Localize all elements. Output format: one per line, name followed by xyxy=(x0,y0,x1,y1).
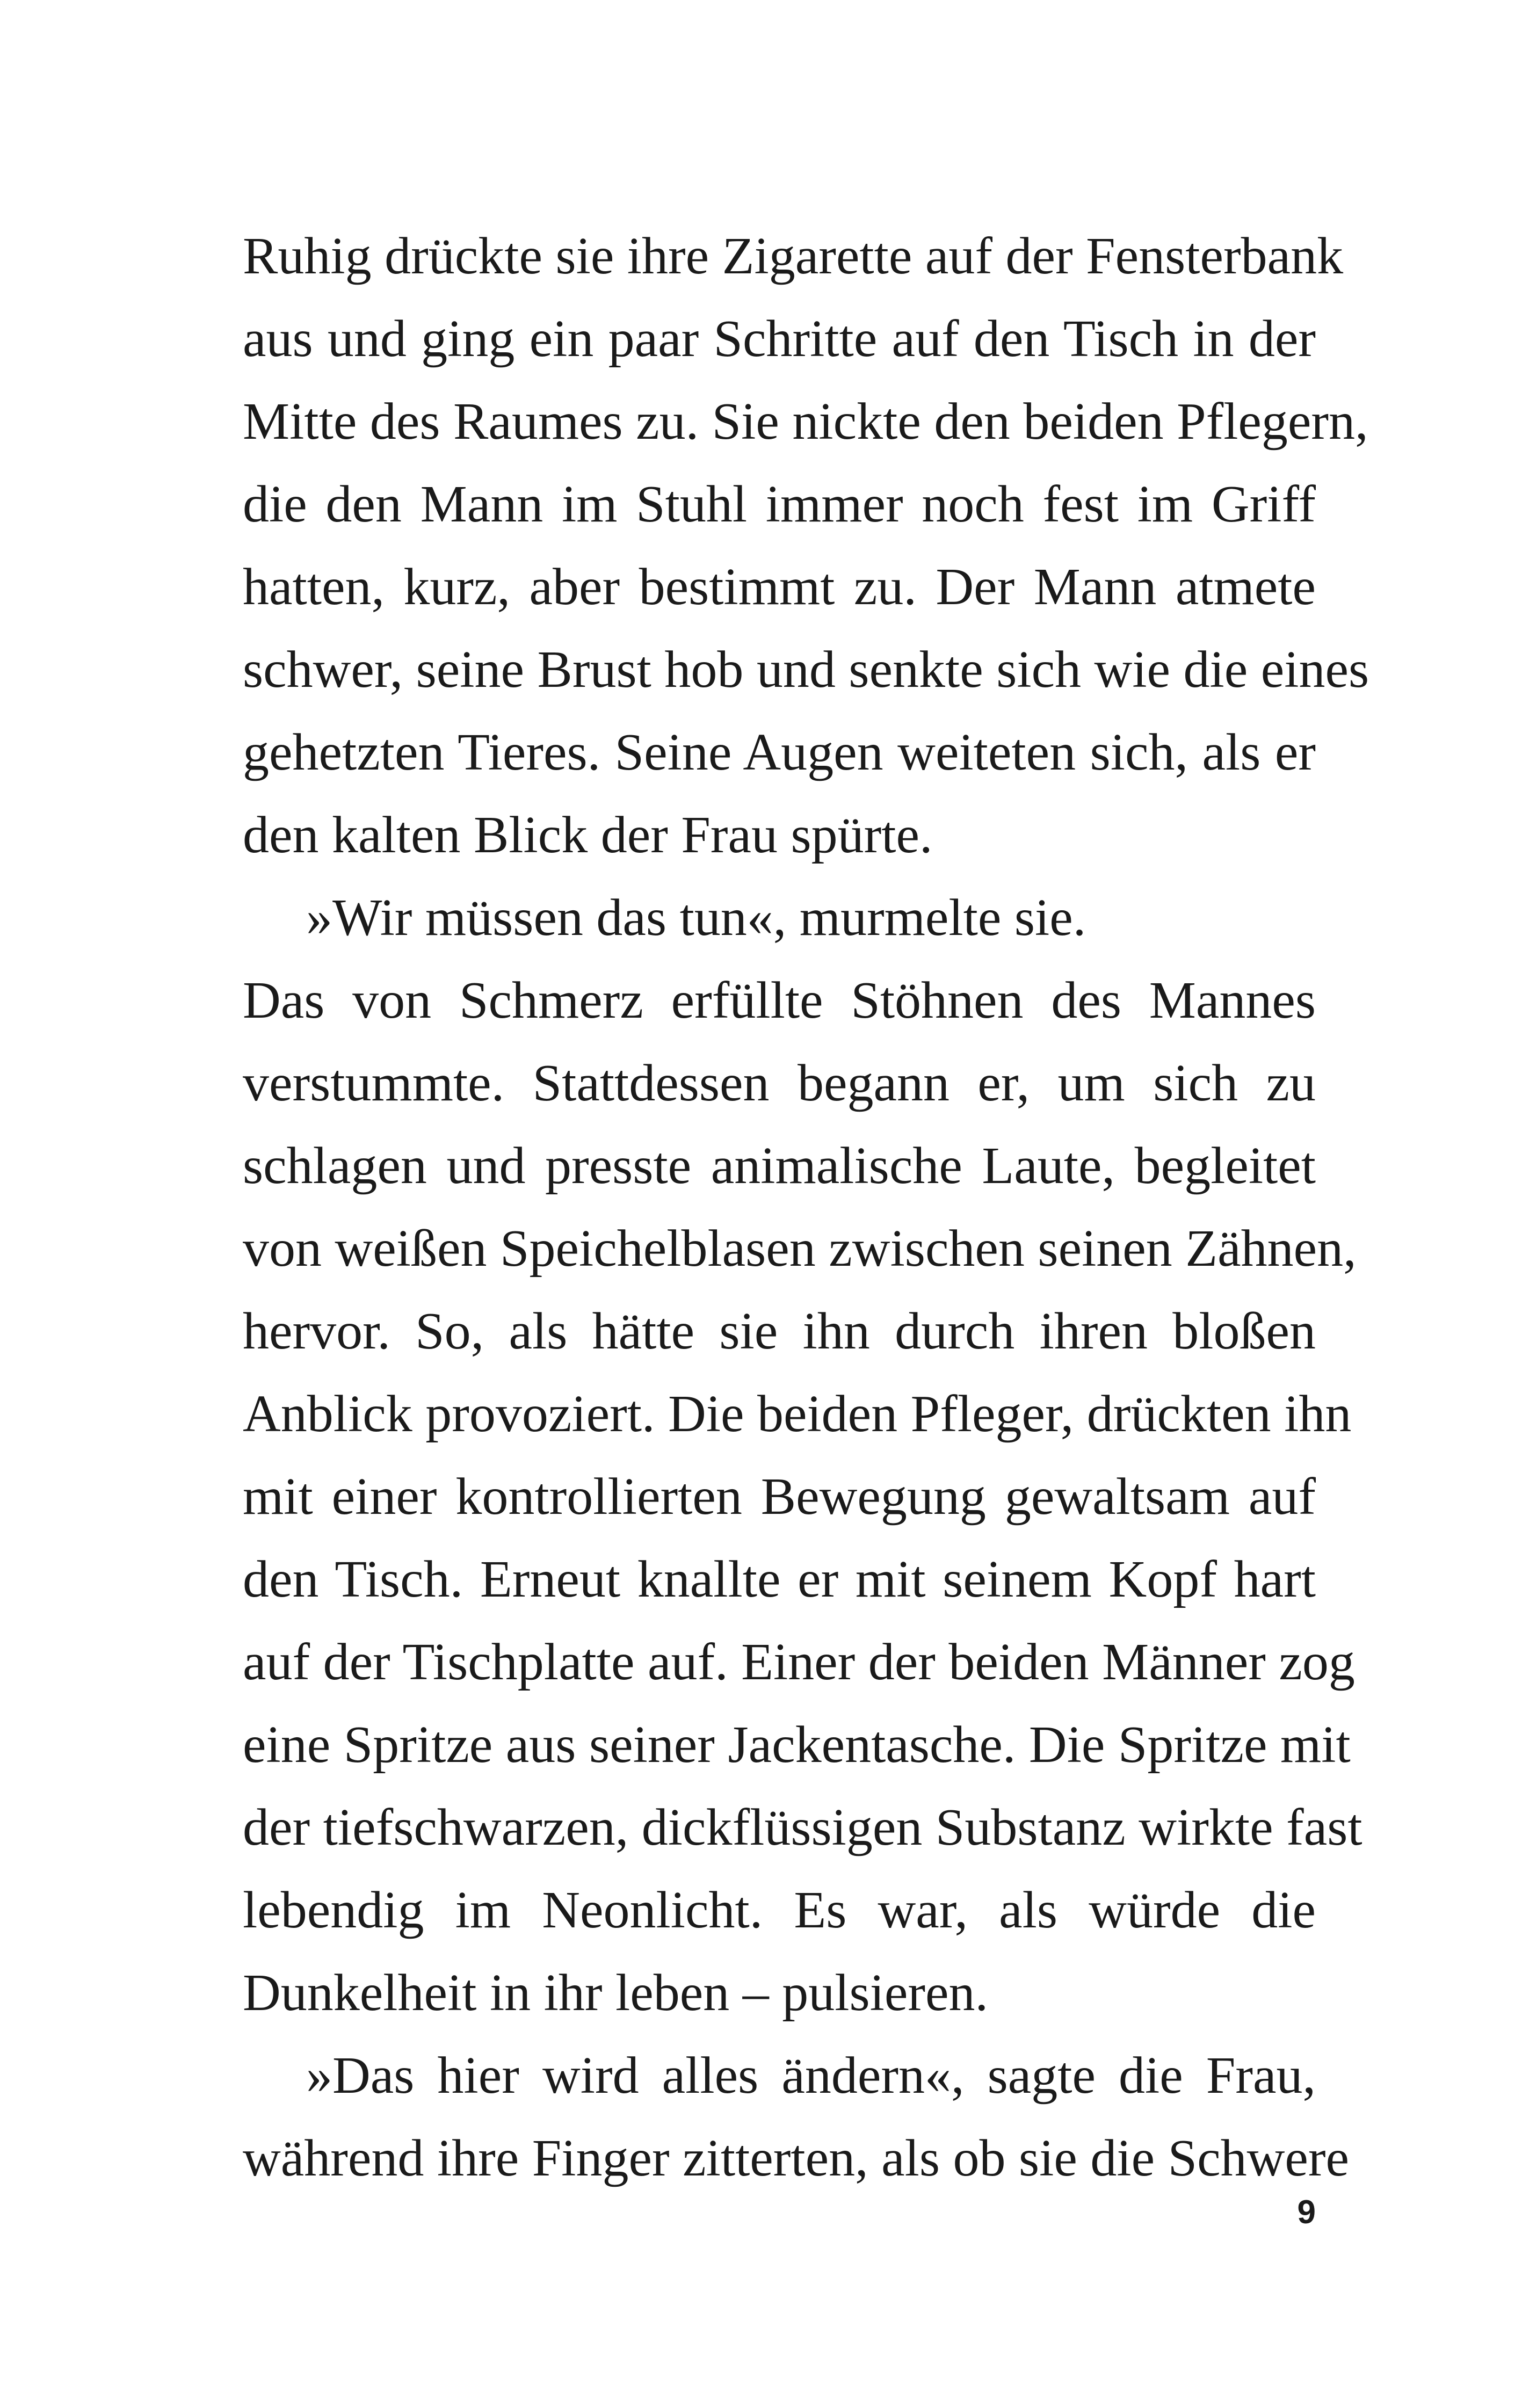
text-line: den Tisch. Erneut knallte er mit seinem Kopf hart xyxy=(243,1550,1316,1608)
text-line: verstummte. Stattdessen begann er, um sich zu xyxy=(243,1054,1316,1112)
text-line: gehetzten Tieres. Seine Augen weiteten sich, als er xyxy=(243,723,1316,781)
text-line: eine Spritze aus seiner Jackentasche. Die Spritze mit xyxy=(243,1716,1351,1774)
text-line: der tiefschwarzen, dickflüssigen Substanz wirkte fast xyxy=(243,1798,1362,1856)
text-line: Ruhig drückte sie ihre Zigarette auf der Fensterbank xyxy=(243,227,1344,285)
dialogue-line: »Wir müssen das tun«, murmelte sie. xyxy=(306,889,1086,947)
text-line: den kalten Blick der Frau spürte. xyxy=(243,806,933,864)
text-line: Mitte des Raumes zu. Sie nickte den beiden Pflegern, xyxy=(243,393,1368,451)
text-line: hervor. So, als hätte sie ihn durch ihren bloßen xyxy=(243,1302,1316,1360)
text-line: von weißen Speichelblasen zwischen seinen Zähnen, xyxy=(243,1220,1357,1278)
page-number: 9 xyxy=(1297,2194,1316,2231)
text-line: während ihre Finger zitterten, als ob sie die Schwere xyxy=(243,2129,1350,2187)
text-line: auf der Tischplatte auf. Einer der beiden Männer zog xyxy=(243,1633,1355,1691)
dialogue-line: »Das hier wird alles ändern«, sagte die Frau, xyxy=(306,2047,1316,2105)
text-line: Das von Schmerz erfüllte Stöhnen des Mannes xyxy=(243,971,1316,1029)
text-line: mit einer kontrollierten Bewegung gewaltsam auf xyxy=(243,1468,1316,1526)
text-line: aus und ging ein paar Schritte auf den Tisch in der xyxy=(243,310,1316,368)
text-line: Anblick provoziert. Die beiden Pfleger, drückten ihn xyxy=(243,1385,1352,1443)
text-line: lebendig im Neonlicht. Es war, als würde die xyxy=(243,1881,1316,1939)
text-line: hatten, kurz, aber bestimmt zu. Der Mann atmete xyxy=(243,558,1316,616)
text-line: die den Mann im Stuhl immer noch fest im Griff xyxy=(243,475,1316,533)
text-line: schlagen und presste animalische Laute, begleitet xyxy=(243,1137,1316,1195)
text-line: schwer, seine Brust hob und senkte sich wie die eines xyxy=(243,641,1369,699)
body-text xyxy=(243,215,1369,2200)
text-line: Dunkelheit in ihr leben – pulsieren. xyxy=(243,1964,988,2022)
